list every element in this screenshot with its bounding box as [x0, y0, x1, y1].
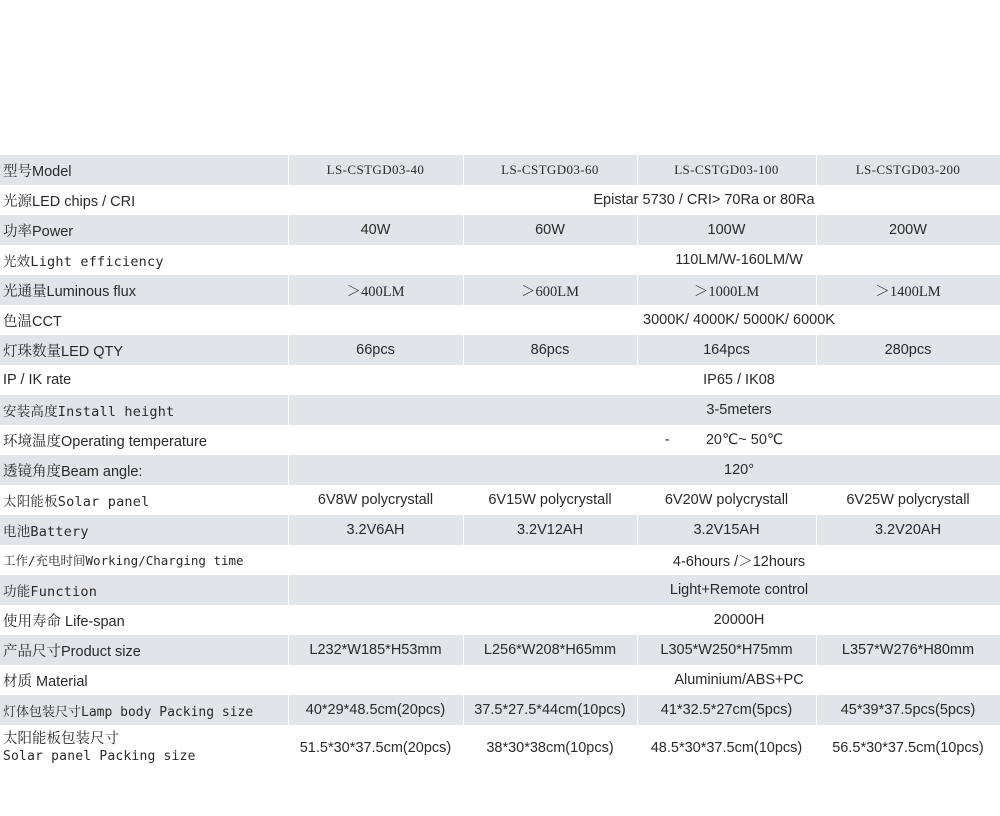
cell-value: 48.5*30*37.5cm(10pcs) — [637, 725, 816, 771]
cell-value: ＞600LM — [463, 275, 637, 305]
row-label: 功率Power — [0, 215, 288, 245]
cell-value: 40W — [288, 215, 463, 245]
cell-value: 120° — [288, 455, 1000, 485]
cell-value: IP65 / IK08 — [288, 365, 1000, 395]
cell-value: 110LM/W-160LM/W — [288, 245, 1000, 275]
row-label: 环境温度Operating temperature — [0, 425, 288, 455]
cell-value: L232*W185*H53mm — [288, 635, 463, 665]
table-row-ip-ik — [0, 365, 1000, 395]
row-label — [0, 725, 288, 771]
row-label: 光效Light efficiency — [0, 245, 288, 275]
table-row-light-efficiency — [0, 245, 1000, 275]
row-label: 材质 Material — [0, 665, 288, 695]
table-row-function — [0, 575, 1000, 605]
row-label: 灯珠数量LED QTY — [0, 335, 288, 365]
table-row-life-span — [0, 605, 1000, 635]
cell-value: 200W — [816, 215, 1000, 245]
cell-value: 20000H — [288, 605, 1000, 635]
row-label: 透镜角度Beam angle: — [0, 455, 288, 485]
cell-value: 51.5*30*37.5cm(20pcs) — [288, 725, 463, 771]
cell-value: - 20℃~ 50℃ — [288, 425, 1000, 455]
cell-value: 3.2V6AH — [288, 515, 463, 545]
table-row-beam-angle — [0, 455, 1000, 485]
cell-value: 100W — [637, 215, 816, 245]
cell-value: 37.5*27.5*44cm(10pcs) — [463, 695, 637, 725]
table-row-luminous-flux — [0, 275, 1000, 305]
cell-value: Aluminium/ABS+PC — [288, 665, 1000, 695]
row-label: 使用寿命 Life-span — [0, 605, 288, 635]
row-label: 功能Function — [0, 575, 288, 605]
cell-value: 164pcs — [637, 335, 816, 365]
cell-value: ＞1000LM — [637, 275, 816, 305]
cell-value: 3.2V12AH — [463, 515, 637, 545]
cell-value: L305*W250*H75mm — [637, 635, 816, 665]
cell-value: ＞1400LM — [816, 275, 1000, 305]
table-row-cct — [0, 305, 1000, 335]
cell-value: ＞400LM — [288, 275, 463, 305]
row-label: 安装高度Install height — [0, 395, 288, 425]
cell-value: LS-CSTGD03-40 — [288, 155, 463, 185]
cell-value: 3.2V15AH — [637, 515, 816, 545]
table-row-material — [0, 665, 1000, 695]
row-label-line1: 太阳能板包装尺寸 — [3, 731, 119, 747]
row-label: IP / IK rate — [0, 365, 288, 395]
cell-value: 86pcs — [463, 335, 637, 365]
cell-value: 56.5*30*37.5cm(10pcs) — [816, 725, 1000, 771]
cell-value: 6V25W polycrystall — [816, 485, 1000, 515]
table-row-battery — [0, 515, 1000, 545]
cell-value: LS-CSTGD03-200 — [816, 155, 1000, 185]
table-row-led-qty — [0, 335, 1000, 365]
table-row-model — [0, 155, 1000, 185]
cell-value: 3.2V20AH — [816, 515, 1000, 545]
row-label: 太阳能板Solar panel — [0, 485, 288, 515]
table-row-solar-panel — [0, 485, 1000, 515]
row-label: 产品尺寸Product size — [0, 635, 288, 665]
cell-value: 6V15W polycrystall — [463, 485, 637, 515]
row-label: 光通量Luminous flux — [0, 275, 288, 305]
row-label: 工作/充电时间Working/Charging time — [0, 545, 288, 575]
table-row-power — [0, 215, 1000, 245]
cell-value: 40*29*48.5cm(20pcs) — [288, 695, 463, 725]
row-label-line2: Solar panel Packing size — [3, 749, 196, 764]
cell-value: LS-CSTGD03-60 — [463, 155, 637, 185]
cell-value: 4-6hours /＞12hours — [288, 545, 1000, 575]
row-label: 型号Model — [0, 155, 288, 185]
row-label: 电池Battery — [0, 515, 288, 545]
cell-value: LS-CSTGD03-100 — [637, 155, 816, 185]
cell-value: L256*W208*H65mm — [463, 635, 637, 665]
cell-value: 60W — [463, 215, 637, 245]
cell-value: 6V20W polycrystall — [637, 485, 816, 515]
table-row-lamp-body-packing — [0, 695, 1000, 725]
table-row-product-size — [0, 635, 1000, 665]
table-row-led-chips — [0, 185, 1000, 215]
table-row-install-height — [0, 395, 1000, 425]
table-row-operating-temperature — [0, 425, 1000, 455]
row-label: 灯体包装尺寸Lamp body Packing size — [0, 695, 288, 725]
cell-value: 3000K/ 4000K/ 5000K/ 6000K — [288, 305, 1000, 335]
cell-value: Light+Remote control — [288, 575, 1000, 605]
cell-value: 280pcs — [816, 335, 1000, 365]
cell-value: L357*W276*H80mm — [816, 635, 1000, 665]
cell-value: 3-5meters — [288, 395, 1000, 425]
spec-table — [0, 155, 1000, 771]
row-label: 光源LED chips / CRI — [0, 185, 288, 215]
cell-value: 66pcs — [288, 335, 463, 365]
cell-value: 38*30*38cm(10pcs) — [463, 725, 637, 771]
row-label: 色温CCT — [0, 305, 288, 335]
table-row-solar-panel-packing — [0, 725, 1000, 771]
cell-value: 41*32.5*27cm(5pcs) — [637, 695, 816, 725]
table-row-working-charging-time — [0, 545, 1000, 575]
cell-value: 6V8W polycrystall — [288, 485, 463, 515]
cell-value: 45*39*37.5pcs(5pcs) — [816, 695, 1000, 725]
cell-value: Epistar 5730 / CRI> 70Ra or 80Ra — [288, 185, 1000, 215]
